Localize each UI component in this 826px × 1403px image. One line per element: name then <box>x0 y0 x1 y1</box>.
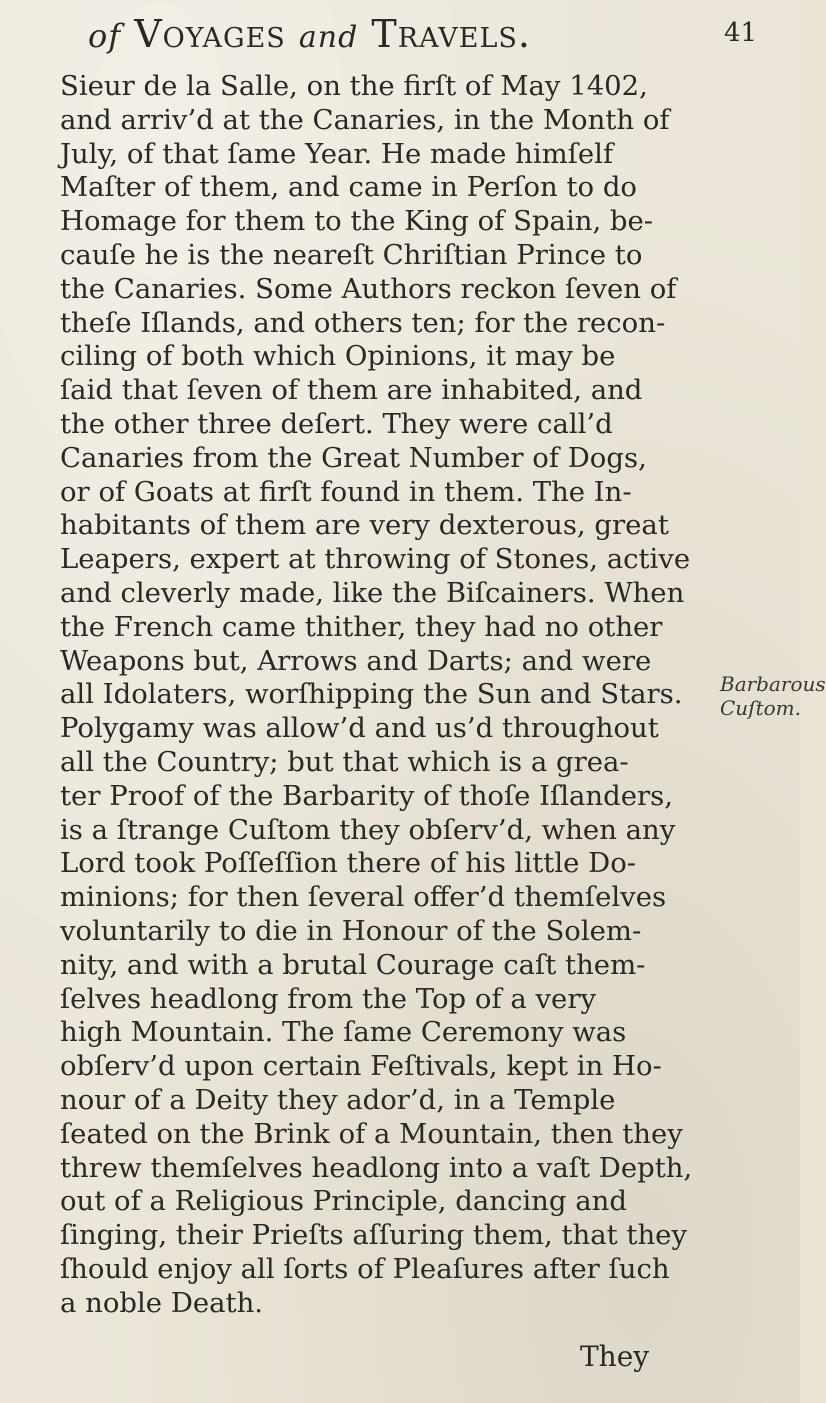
running-head-word-1: Voyages <box>134 12 286 56</box>
text-line: Lord took Poſſeſſion there of his little Do- <box>60 847 637 880</box>
text-line: out of a Religious Principle, dancing and <box>60 1185 627 1218</box>
text-line: voluntarily to die in Honour of the Solem- <box>60 914 642 947</box>
text-line: ſinging, their Prieſts aſſuring them, that they <box>60 1219 687 1252</box>
text-line: and cleverly made, like the Biſcainers. When <box>60 576 685 609</box>
text-line: ter Proof of the Barbarity of thoſe Iſlanders, <box>60 779 673 812</box>
text-line: Canaries from the Great Number of Dogs, <box>60 441 647 474</box>
text-line: nour of a Deity they ador’d, in a Temple <box>60 1083 616 1116</box>
running-head-prefix: of <box>88 17 122 55</box>
text-line: all Idolaters, worſhipping the Sun and Stars. <box>60 678 683 711</box>
text-line: threw themſelves headlong into a vaſt Depth, <box>60 1151 693 1184</box>
text-line: Leapers, expert at throwing of Stones, active <box>60 543 691 576</box>
text-line: July, of that ſame Year. He made himſelf <box>60 137 614 170</box>
text-line: Sieur de la Salle, on the firſt of May 1402, <box>60 70 648 102</box>
text-line: high Mountain. The ſame Ceremony was <box>60 1016 627 1049</box>
text-line: nity, and with a brutal Courage caſt them- <box>60 948 646 981</box>
text-line: ciling of both which Opinions, it may be <box>60 340 616 373</box>
text-line: the Canaries. Some Authors reckon ſeven of <box>60 272 677 305</box>
text-line: ſeated on the Brink of a Mountain, then they <box>60 1117 683 1150</box>
text-line: ſelves headlong from the Top of a very <box>60 982 596 1015</box>
text-line: the French came thither, they had no other <box>60 610 663 643</box>
text-line: Polygamy was allow’d and us’d throughout <box>60 712 659 745</box>
body-text <box>60 70 720 1320</box>
text-line: minions; for then ſeveral offer’d themſelves <box>60 881 667 914</box>
running-head <box>88 12 608 56</box>
running-head-word-2: Travels. <box>371 12 531 56</box>
page-number: 41 <box>724 18 758 48</box>
text-line: all the Country; but that which is a grea- <box>60 745 629 778</box>
margin-note <box>720 672 826 720</box>
text-line: the other three deſert. They were call’d <box>60 407 613 440</box>
catchword: They <box>580 1340 650 1373</box>
text-line: cauſe he is the neareſt Chriſtian Prince to <box>60 238 643 271</box>
text-line: Homage for them to the King of Spain, be- <box>60 205 654 238</box>
margin-note-line-1: Barbarous <box>720 672 826 696</box>
running-head-conjunction: and <box>298 20 359 55</box>
text-line: and arriv’d at the Canaries, in the Month of <box>60 103 670 136</box>
text-line: theſe Iſlands, and others ten; for the recon- <box>60 306 666 339</box>
text-line: habitants of them are very dexterous, great <box>60 509 669 542</box>
text-line: Maſter of them, and came in Perſon to do <box>60 171 637 204</box>
text-line: Weapons but, Arrows and Darts; and were <box>60 644 652 677</box>
text-line: obſerv’d upon certain Feſtivals, kept in Ho- <box>60 1050 662 1083</box>
text-line: is a ſtrange Cuſtom they obſerv’d, when any <box>60 813 676 846</box>
margin-note-line-2: Cuſtom. <box>720 696 801 720</box>
text-line: ſaid that ſeven of them are inhabited, and <box>60 374 643 407</box>
text-line: or of Goats at firſt found in them. The In- <box>60 475 632 508</box>
text-line: ſhould enjoy all ſorts of Pleaſures after ſuch <box>60 1252 670 1285</box>
text-line: a noble Death. <box>60 1286 264 1319</box>
